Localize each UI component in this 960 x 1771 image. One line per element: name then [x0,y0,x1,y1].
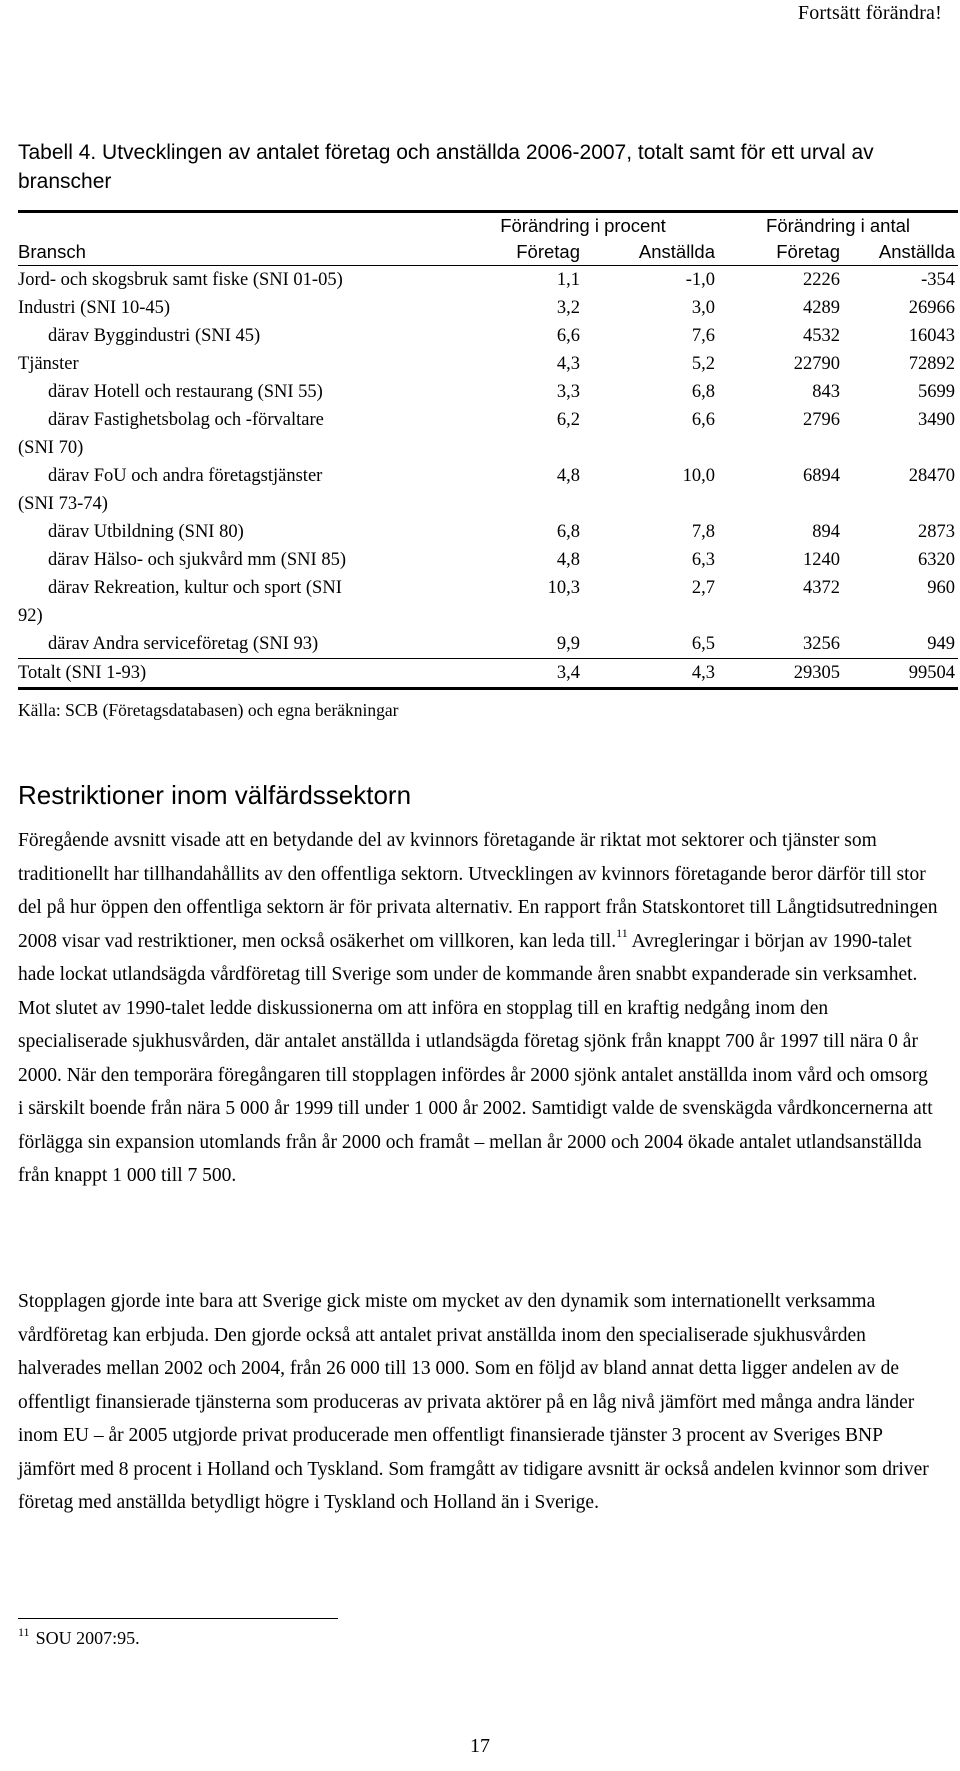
column-header-foretag-pct: Företag [448,239,583,266]
table-row [18,462,958,490]
cell-value: 4,8 [556,466,580,486]
cell-value: 3,0 [691,298,715,318]
cell-value: 6,8 [691,382,715,402]
cell-value: 2226 [803,270,840,290]
row-label-continuation: 92) [18,606,43,626]
cell-value: 10,0 [682,466,715,486]
row-label: Tjänster [18,354,79,374]
cell-value: 7,8 [691,522,715,542]
cell-value: 4,8 [556,550,580,570]
table-row [18,546,958,574]
row-label: därav Hälso- och sjukvård mm (SNI 85) [48,550,346,570]
cell-value: 4532 [803,326,840,346]
cell-value: 949 [927,634,956,654]
cell-value: -1,0 [685,270,715,290]
cell-value: 3,3 [556,382,580,402]
cell-value: 4372 [803,578,840,598]
footnote-reference[interactable]: 11 [616,925,628,940]
cell-value: 28470 [908,466,956,486]
table-row [18,322,958,350]
running-head: Fortsätt förändra! [797,2,942,24]
cell-value: -354 [921,270,956,290]
table-row [18,294,958,322]
footnote-text: SOU 2007:95. [35,1628,140,1648]
cell-value: 3490 [918,410,956,430]
cell-value: 4,3 [556,354,580,374]
table-caption: Tabell 4. Utvecklingen av antalet företag och anställda 2006-2007, totalt samt för ett urval av branscher [18,141,874,193]
table-row-total [18,659,958,689]
cell-value: 72892 [908,354,956,374]
cell-value: 1240 [803,550,840,570]
row-label: därav FoU och andra företagstjänster [48,466,323,486]
cell-value: 5699 [918,382,956,402]
row-label: därav Utbildning (SNI 80) [48,522,244,542]
cell-value: 5,2 [691,354,715,374]
cell-value: 3,4 [448,659,583,689]
cell-value: 6894 [803,466,840,486]
row-label-continuation: (SNI 70) [18,438,84,458]
cell-value: 6,6 [556,326,580,346]
cell-value: 29305 [718,659,843,689]
cell-value: 7,6 [691,326,715,346]
table-row [18,406,958,434]
cell-value: 3256 [803,634,840,654]
column-header-bransch: Bransch [18,239,448,266]
table-row [18,266,958,295]
row-label: därav Byggindustri (SNI 45) [48,326,261,346]
column-header-anstallda-pct: Anställda [583,239,718,266]
cell-value: 2873 [918,522,956,542]
table-source: Källa: SCB (Företagsdatabasen) och egna beräkningar [18,700,399,720]
cell-value: 2,7 [691,578,715,598]
paragraph-1-text-b: Avregleringar i början av 1990-talet hade lockat utlandsägda vårdföretag till Sverige som under de kommande åren snabbt expanderade sin verksamhet. Mot slutet av 1990-talet ledde diskussionerna om att införa en stopplag till en kraftig nedgång inom den specialiserade sjukhusvården, där antalet anställda i utlandsägda företag sjönk från knappt 700 år 1997 till nära 0 år 2000. När den temporära föregångaren till stopplagen infördes år 2000 sjönk antalet anställda inom vård och omsorg i särskilt boende från nära 5 000 år 1999 till under 1 000 år 2002. Samtidigt valde de svenskägda vårdkoncernerna att förlägga sin expansion utomlands från år 2000 och framåt – mellan år 2000 och 2004 ökade antalet utlandsanställda från knappt 1 000 till 7 500. [18,930,933,1186]
footnote-divider [18,1618,338,1619]
group-header-percent: Förändring i procent [500,215,666,236]
cell-value: 6320 [918,550,956,570]
cell-value: 99504 [843,659,958,689]
table-row [18,518,958,546]
cell-value: 2796 [803,410,840,430]
cell-value: 9,9 [556,634,580,654]
paragraph-1-text-a: Föregående avsnitt visade att en betydande del av kvinnors företagande är riktat mot sektorer och tjänster som traditionellt har tillhandahållits av den offentliga sektorn. Utvecklingen av kvinnors företagande beror därför till stor del på hur öppen den offentliga sektorn är för privata alternativ. En rapport från Statskontoret till Långtidsutredningen 2008 visar vad restriktioner, men också osäkerhet om villkoren, kan leda till. [18,830,938,952]
paragraph-2: Stopplagen gjorde inte bara att Sverige gick miste om mycket av den dynamik som internationellt verksamma vårdföretag kan erbjuda. Den gjorde också att antalet privat anställda inom den specialiserade sjukhusvården halverades mellan 2002 och 2004, från 26 000 till 13 000. Som en följd av bland annat detta ligger andelen av de offentligt finansierade tjänsterna som produceras av privata aktörer på en låg nivå jämfört med många andra länder inom EU – år 2005 utgjorde privat producerade men offentligt finansierade tjänster 3 procent av Sveriges BNP jämfört med 8 procent i Holland och Tyskland. Som framgått av tidigare avsnitt är också andelen kvinnor som driver företag med anställda betydligt högre i Tyskland och Holland än i Sverige. [18,1291,929,1513]
paragraph-1 [18,824,938,1193]
row-label: därav Rekreation, kultur och sport (SNI [48,578,342,598]
cell-value: 843 [812,382,840,402]
cell-value: 1,1 [556,270,580,290]
table-row [18,630,958,659]
table-row [18,574,958,602]
cell-value: 4289 [803,298,840,318]
row-label: Industri (SNI 10-45) [18,298,171,318]
cell-value: 10,3 [547,578,580,598]
cell-value: 6,8 [556,522,580,542]
cell-value: 6,6 [691,410,715,430]
statistics-table [18,210,958,690]
table-row-continuation [18,490,958,518]
table-row-continuation [18,602,958,630]
row-label: därav Hotell och restaurang (SNI 55) [48,382,323,402]
cell-value: 22790 [793,354,840,374]
row-label: därav Fastighetsbolag och -förvaltare [48,410,324,430]
column-header-anstallda-antal: Anställda [843,239,958,266]
cell-value: 6,3 [691,550,715,570]
page-number: 17 [470,1735,490,1757]
row-label: Totalt (SNI 1-93) [18,659,448,689]
cell-value: 4,3 [583,659,718,689]
group-header-count: Förändring i antal [766,215,910,236]
cell-value: 6,5 [691,634,715,654]
cell-value: 26966 [908,298,956,318]
table-row [18,350,958,378]
cell-value: 16043 [908,326,956,346]
header-spacer [18,212,448,240]
table-row [18,378,958,406]
row-label: därav Andra serviceföretag (SNI 93) [48,634,319,654]
row-label-continuation: (SNI 73-74) [18,494,108,514]
footnote [18,1625,140,1649]
section-heading: Restriktioner inom välfärdssektorn [18,780,412,810]
column-header-foretag-antal: Företag [718,239,843,266]
table-row-continuation [18,434,958,462]
row-label: Jord- och skogsbruk samt fiske (SNI 01-05) [18,270,343,290]
cell-value: 6,2 [556,410,580,430]
cell-value: 960 [927,578,956,598]
footnote-number: 11 [18,1625,30,1639]
cell-value: 894 [812,522,840,542]
cell-value: 3,2 [556,298,580,318]
